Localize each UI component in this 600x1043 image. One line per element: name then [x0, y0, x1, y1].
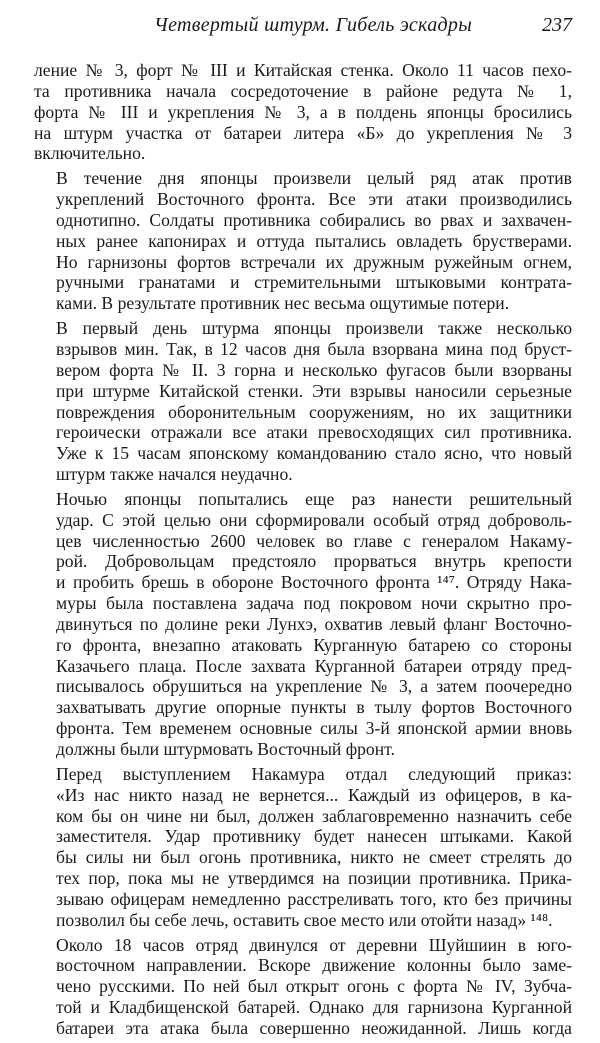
text-line: форта № III и укрепления № 3, а в полдень японцы бросились: [34, 101, 572, 122]
paragraph: [34, 318, 572, 485]
text-line: батареи эта атака была совершенно неожиданной. Лишь когда: [56, 1017, 572, 1038]
text-line: В первый день штурма японцы произвели также несколько: [56, 318, 572, 339]
body-text: [34, 60, 572, 1043]
text-line: муры была поставлена задача под покровом ночи скрытно про-: [56, 593, 572, 614]
text-line: ление № 3, форт № III и Китайская стенка. Около 11 часов пехо-: [34, 60, 572, 80]
text-line: «Из нас никто назад не вернется... Каждый из офицеров, в ка-: [56, 784, 572, 805]
text-line: укреплений Восточного фронта. Все эти атаки производились: [56, 189, 572, 210]
text-line: на штурм участка от батареи литера «Б» до укрепления № 3: [34, 122, 572, 143]
text-line: повреждения оборонительным сооружениям, но их защитники: [56, 401, 572, 422]
paragraph: [34, 764, 572, 931]
paragraph: [34, 60, 572, 164]
text-line: Около 18 часов отряд двинулся от деревни Шуйшиин в юго-: [56, 934, 572, 955]
text-line: ком бы он чине ни был, должен заблаговременно назначить себе: [56, 805, 572, 826]
paragraph: [34, 168, 572, 314]
page-number: 237: [542, 14, 572, 36]
text-line: цев численностью 2600 человек во главе с генералом Накаму-: [56, 530, 572, 551]
book-page: [34, 0, 572, 1038]
text-line: восточном направлении. Вскоре движение колонны было заме-: [56, 955, 572, 976]
text-line: и пробить брешь в обороне Восточного фронта ¹⁴⁷. Отряду Нака-: [56, 572, 572, 593]
text-line: взрывов мин. Так, в 12 часов дня была взорвана мина под бруст-: [56, 338, 572, 359]
text-line: Ночью японцы попытались еще раз нанести решительный: [56, 488, 572, 509]
text-line: при штурме Китайской стенки. Эти взрывы наносили серьезные: [56, 380, 572, 401]
chapter-title: Четвертый штурм. Гибель эскадры: [154, 14, 473, 36]
text-line: ручными гранатами и стремительными штыковыми контрата-: [56, 272, 572, 293]
text-line: ками. В результате противник нес весьма ощутимые потери.: [56, 293, 510, 314]
text-line: та противника начала сосредоточение в районе редута № 1,: [34, 80, 572, 101]
text-line: рой. Добровольцам предстояло прорваться внутрь крепости: [56, 551, 572, 572]
running-header: [34, 14, 572, 42]
text-line: двинуться по долине реки Лунхэ, охватив левый фланг Восточно-: [56, 613, 572, 634]
text-line: Перед выступлением Накамура отдал следующий приказ:: [56, 763, 572, 784]
text-line: Уже к 15 часам японскому командованию стало ясно, что новый: [56, 443, 572, 464]
text-line: позволил бы себе лечь, оставить свое место или отойти назад» ¹⁴⁸.: [56, 909, 553, 930]
paragraph: [34, 489, 572, 760]
text-line: Но гарнизоны фортов встречали их дружным ружейным огнем,: [56, 251, 572, 272]
text-line: чено русскими. По ней был открыт огонь с форта № IV, Зубча-: [56, 976, 572, 997]
text-line: вером форта № II. 3 горна и несколько фугасов были взорваны: [56, 359, 572, 380]
text-line: зываю офицерам немедленно расстреливать того, кто без причины: [56, 888, 572, 909]
text-line: заместителя. Удар противнику будет нанесен штыками. Какой: [56, 826, 572, 847]
paragraph: [34, 935, 572, 1039]
text-line: героически отражали все атаки превосходящих сил противника.: [56, 422, 572, 443]
text-line: штурм также начался неудачно.: [56, 464, 293, 485]
text-line: включительно.: [34, 143, 146, 164]
text-line: той и Кладбищенской батарей. Однако для гарнизона Курганной: [56, 997, 572, 1018]
text-line: тех пор, пока мы не утвердимся на позиции противника. Прика-: [56, 868, 572, 889]
text-line: В течение дня японцы произвели целый ряд атак против: [56, 168, 572, 189]
text-line: ных ранее капонирах и оттуда пытались овладеть брустверами.: [56, 230, 572, 251]
text-line: писывалось обрушиться на укрепление № 3, а затем поочередно: [56, 676, 572, 697]
text-line: должны были штурмовать Восточный фронт.: [56, 739, 395, 759]
text-line: удар. С этой целью они сформировали особый отряд доброволь-: [56, 509, 572, 530]
text-line: Казачьего плаца. После захвата Курганной батареи отряду пред-: [56, 655, 572, 676]
text-line: фронта. Тем временем основные силы 3-й японской армии вновь: [56, 718, 572, 739]
text-line: захватывать другие опорные пункты в тылу фортов Восточного: [56, 697, 572, 718]
text-line: го фронта, внезапно атаковать Курганную батарею со стороны: [56, 634, 572, 655]
text-line: однотипно. Солдаты противника собирались во рвах и захвачен-: [56, 209, 572, 230]
text-line: бы силы ни был огонь противника, никто не смеет стрелять до: [56, 847, 572, 868]
